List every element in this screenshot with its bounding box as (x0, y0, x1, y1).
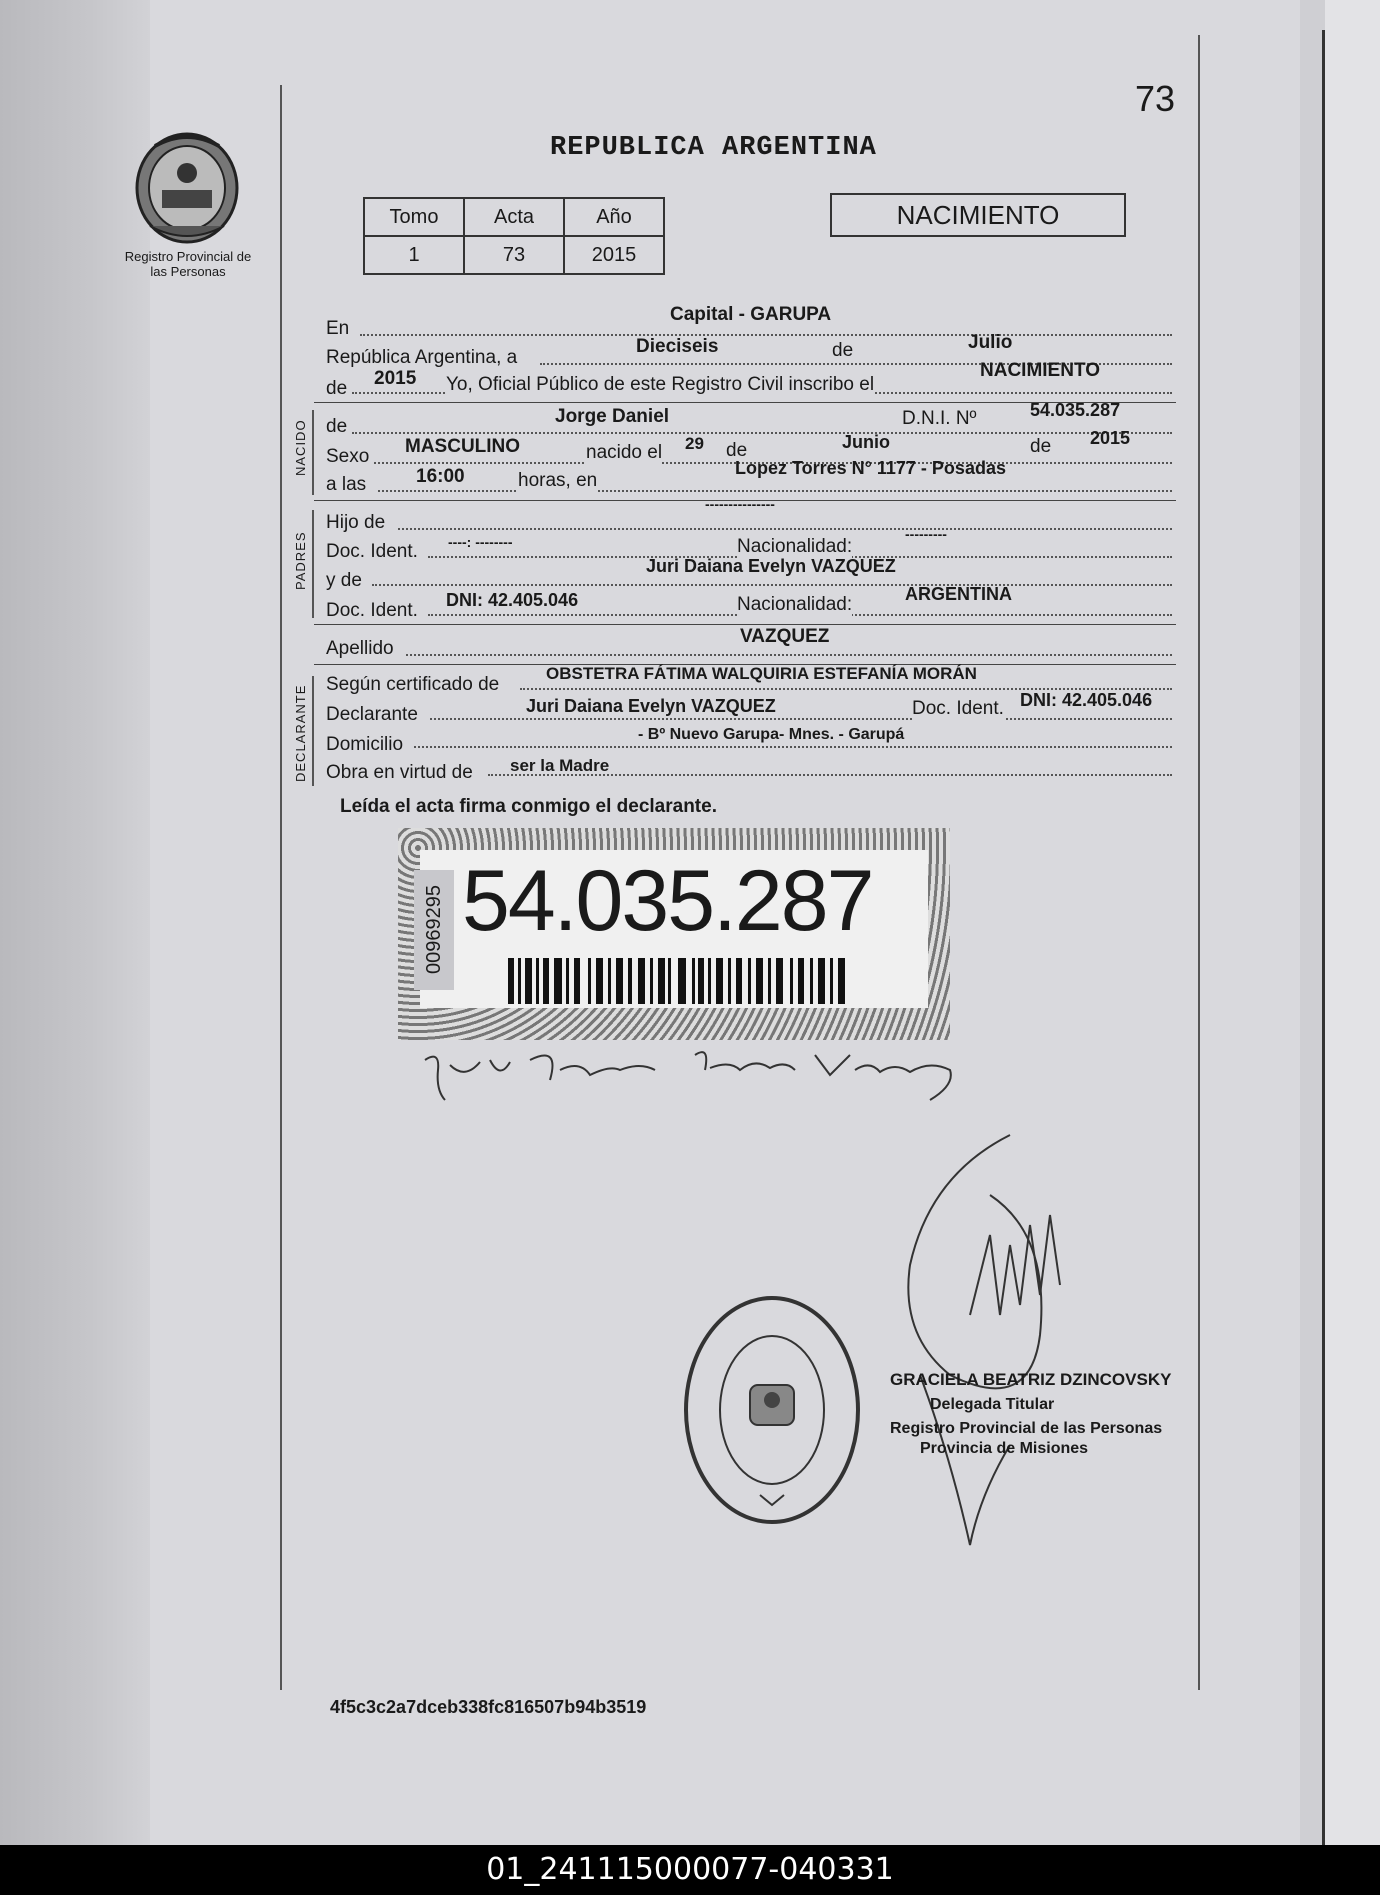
value-lugar: Capital - GARUPA (670, 304, 832, 325)
dotted-line (414, 746, 1172, 748)
dotted-line (352, 432, 1172, 434)
official-org2: Provincia de Misiones (920, 1440, 1089, 1457)
label-nacido-el: nacido el (586, 442, 663, 463)
country-heading: REPUBLICA ARGENTINA (550, 133, 877, 163)
label-sexo: Sexo (326, 446, 370, 467)
value-dia: Dieciseis (636, 336, 719, 357)
label-de5: de (1030, 436, 1052, 457)
label-oficial: Yo, Oficial Público de este Registro Civil inscribo el (446, 374, 875, 395)
label-apellido: Apellido (326, 638, 394, 659)
declarant-signature (410, 1040, 970, 1120)
label-domicilio: Domicilio (326, 734, 404, 755)
record-type-box: NACIMIENTO (830, 193, 1126, 237)
label-obra: Obra en virtud de (326, 762, 473, 783)
registry-header-acta: Acta (464, 198, 564, 236)
page-number: 73 (1135, 78, 1176, 119)
value-tipo: NACIMIENTO (980, 360, 1100, 381)
label-de2: de (326, 378, 348, 399)
value-nac-anio: 2015 (1090, 428, 1131, 448)
dotted-line (378, 490, 1172, 492)
label-doc-ident2: Doc. Ident. (326, 600, 418, 621)
dotted-line (372, 584, 1172, 586)
registry-seal-icon (680, 1290, 865, 1530)
value-certificado: OBSTETRA FÁTIMA WALQUIRIA ESTEFANÍA MORÁN (546, 664, 977, 683)
scan-footer: 01_241115000077-040331 (0, 1845, 1380, 1895)
value-padre-doc: ----: -------- (448, 534, 513, 550)
official-name: GRACIELA BEATRIZ DZINCOVSKY (890, 1370, 1172, 1389)
dotted-line (430, 718, 1172, 720)
dotted-line (398, 528, 1172, 530)
barcode-serial: 00969295 (414, 870, 454, 990)
label-en: En (326, 318, 350, 339)
registry-table (363, 197, 665, 275)
value-mes: Julio (968, 332, 1013, 353)
barcode-number: 54.035.287 (462, 853, 873, 949)
value-madre-nac: ARGENTINA (905, 584, 1012, 604)
section-bracket (312, 510, 314, 618)
closing-statement: Leída el acta firma conmigo el declarante. (340, 796, 717, 817)
barcode-panel (420, 850, 928, 1008)
registry-header-tomo: Tomo (364, 198, 464, 236)
value-madre-doc: DNI: 42.405.046 (446, 590, 579, 610)
official-role: Delegada Titular (930, 1396, 1055, 1413)
emblem-caption: Registro Provincial de las Personas (124, 249, 252, 279)
value-madre: Juri Daiana Evelyn VAZQUEZ (646, 556, 896, 576)
label-doc-ident3: Doc. Ident. (912, 698, 1004, 719)
value-declarante: Juri Daiana Evelyn VAZQUEZ (526, 696, 776, 716)
value-nac-mes: Junio (842, 432, 890, 452)
official-stamp (890, 1370, 1171, 1458)
label-a-las: a las (326, 474, 367, 495)
registry-value-acta: 73 (464, 236, 564, 274)
value-lugar-nac: Lopez Torres N° 1177 - Posadas (735, 458, 1006, 478)
label-declarante: Declarante (326, 704, 418, 725)
provincial-emblem-icon (130, 128, 245, 246)
registry-value-tomo: 1 (364, 236, 464, 274)
section-tag-padres: PADRES (293, 531, 308, 590)
dni-barcode-sticker (398, 828, 950, 1040)
value-dni: 54.035.287 (1030, 400, 1121, 420)
document-hash: 4f5c3c2a7dceb338fc816507b94b3519 (330, 1697, 647, 1717)
value-anio: 2015 (374, 368, 417, 389)
official-org1: Registro Provincial de las Personas (890, 1420, 1163, 1437)
value-domicilio: - Bº Nuevo Garupa- Mnes. - Garupá (638, 726, 905, 743)
left-frame-line (280, 85, 282, 1690)
official-signature (890, 1115, 1110, 1555)
value-nac-dia: 29 (685, 434, 704, 453)
value-obra: ser la Madre (510, 756, 610, 775)
value-nombre: Jorge Daniel (555, 406, 670, 427)
label-de: de (832, 340, 854, 361)
label-doc-ident: Doc. Ident. (326, 541, 418, 562)
value-sexo: MASCULINO (405, 436, 521, 457)
registry-value-anio: 2015 (564, 236, 664, 274)
registry-header-anio: Año (564, 198, 664, 236)
label-segun: Según certificado de (326, 674, 500, 695)
value-declarante-doc: DNI: 42.405.046 (1020, 690, 1153, 710)
label-nacionalidad2: Nacionalidad: (737, 594, 853, 615)
value-hora: 16:00 (416, 466, 465, 487)
label-y-de: y de (326, 570, 362, 591)
scan-right-margin (1325, 0, 1380, 1845)
value-padre-nac: --------- (905, 526, 947, 542)
section-bracket (312, 410, 314, 495)
section-tag-declarante: DECLARANTE (293, 684, 308, 782)
value-apellido: VAZQUEZ (740, 626, 830, 647)
label-horas-en: horas, en (518, 470, 598, 491)
label-dni: D.N.I. Nº (902, 408, 977, 429)
label-de4: de (726, 440, 748, 461)
right-frame-line (1198, 35, 1200, 1690)
label-republica: República Argentina, a (326, 347, 518, 368)
value-padre: --------------- (705, 496, 775, 512)
label-hijo-de: Hijo de (326, 512, 386, 533)
section-divider (314, 624, 1176, 625)
dotted-line (360, 334, 1172, 336)
barcode-icon (508, 958, 848, 1004)
label-de3: de (326, 416, 348, 437)
section-bracket (312, 676, 314, 786)
dotted-line (406, 654, 1172, 656)
label-nacionalidad: Nacionalidad: (737, 536, 853, 557)
section-tag-nacido: NACIDO (293, 419, 308, 476)
